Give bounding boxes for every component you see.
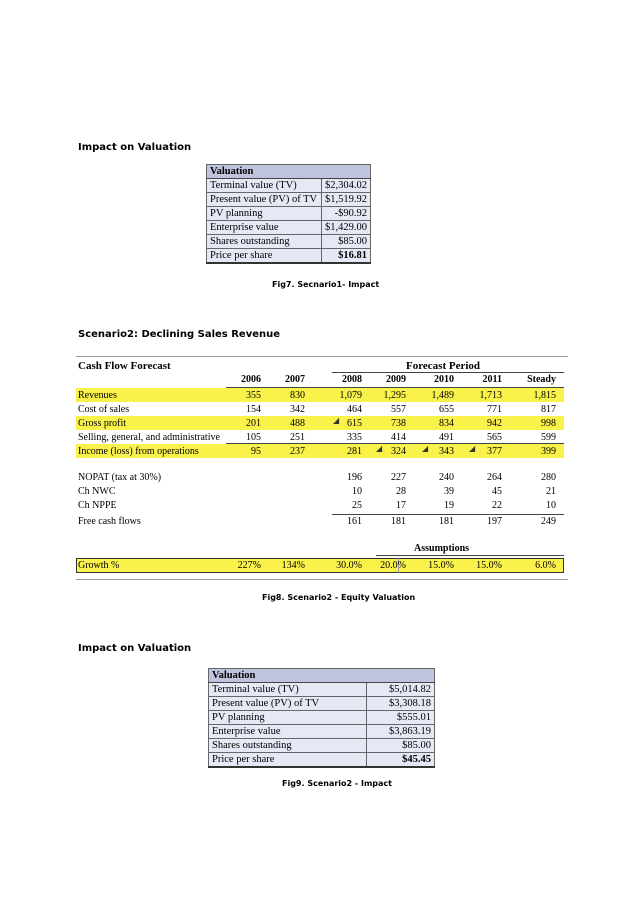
cash-flow-cell: 557	[391, 404, 406, 415]
caption-fig7: Fig7. Secnario1- Impact	[272, 280, 380, 289]
cash-flow-row-label: Free cash flows	[78, 516, 141, 527]
year-2008: 2008	[342, 374, 362, 385]
cash-flow-cell: 834	[439, 418, 454, 429]
cash-flow-title: Cash Flow Forecast	[78, 360, 171, 372]
valuation-value: $16.81	[321, 249, 370, 264]
valuation-table-2	[208, 668, 435, 768]
cash-flow-row-label: NOPAT (tax at 30%)	[78, 472, 162, 483]
cash-flow-cell: 227	[391, 472, 406, 483]
growth-cell: 134%	[281, 560, 305, 571]
cash-flow-cell: 599	[541, 432, 556, 443]
caption-fig9: Fig9. Scenario2 - Impact	[282, 779, 392, 788]
cash-flow-cell: 201	[246, 418, 261, 429]
heading-scenario2: Scenario2: Declining Sales Revenue	[78, 329, 281, 340]
cash-flow-cell: 197	[487, 516, 502, 527]
cash-flow-cell: 237	[290, 446, 305, 457]
cash-flow-cell: 464	[347, 404, 362, 415]
cash-flow-cell: 343	[439, 446, 454, 457]
cash-flow-cell: 249	[541, 516, 556, 527]
cash-flow-cell: 565	[487, 432, 502, 443]
cash-flow-cell: 1,295	[383, 390, 406, 401]
cash-flow-cell: 161	[347, 516, 362, 527]
valuation-label: Present value (PV) of TV	[207, 193, 322, 207]
valuation-label: Shares outstanding	[207, 235, 322, 249]
valuation-value: $85.00	[321, 235, 370, 249]
growth-cell: 6.0%	[535, 560, 556, 571]
valuation-label: Price per share	[207, 249, 322, 264]
valuation-label: Terminal value (TV)	[207, 179, 322, 193]
year-2011: 2011	[482, 374, 502, 385]
cash-flow-cell: 491	[439, 432, 454, 443]
cash-flow-cell: 281	[347, 446, 362, 457]
cash-flow-cell: 17	[396, 500, 406, 511]
cash-flow-cell: 1,815	[533, 390, 556, 401]
cash-flow-row-label: Cost of sales	[78, 404, 130, 415]
valuation-title: Valuation	[207, 165, 371, 179]
sga-rule	[226, 443, 564, 444]
cash-flow-cell: 1,713	[479, 390, 502, 401]
cash-flow-cell: 280	[541, 472, 556, 483]
valuation-table-1	[206, 164, 371, 264]
cash-flow-cell: 22	[492, 500, 502, 511]
valuation-value: $3,308.18	[367, 697, 435, 711]
cash-flow-cell: 196	[347, 472, 362, 483]
cash-flow-cell: 998	[541, 418, 556, 429]
valuation-label: Terminal value (TV)	[209, 683, 367, 697]
cash-flow-row-label: Income (loss) from operations	[78, 446, 199, 457]
growth-label: Growth %	[78, 560, 120, 571]
growth-cell: 227%	[237, 560, 261, 571]
valuation-label: Enterprise value	[209, 725, 367, 739]
valuation-title: Valuation	[209, 669, 435, 683]
valuation-value: $2,304.02	[321, 179, 370, 193]
valuation-value: -$90.92	[321, 207, 370, 221]
cash-flow-cell: 1,489	[431, 390, 454, 401]
cash-flow-cell: 45	[492, 486, 502, 497]
growth-cell: 15.0%	[476, 560, 502, 571]
forecast-rule	[332, 372, 564, 373]
cash-flow-row-label: Ch NWC	[78, 486, 116, 497]
valuation-label: Present value (PV) of TV	[209, 697, 367, 711]
cash-flow-row-label: Selling, general, and administrative	[78, 432, 220, 443]
caption-fig8: Fig8. Scenario2 - Equity Valuation	[262, 593, 416, 602]
cash-flow-cell: 240	[439, 472, 454, 483]
cash-flow-cell: 28	[396, 486, 406, 497]
cash-flow-cell: 942	[487, 418, 502, 429]
cash-flow-row-label: Revenues	[78, 390, 117, 401]
cash-flow-cell: 324	[391, 446, 406, 457]
growth-cell: 30.0%	[336, 560, 362, 571]
error-indicator-icon: ◢	[422, 444, 429, 453]
heading-impact-on-valuation-2: Impact on Valuation	[78, 643, 192, 654]
cash-flow-cell: 105	[246, 432, 261, 443]
cash-flow-cell: 355	[246, 390, 261, 401]
cash-flow-cell: 335	[347, 432, 362, 443]
assumptions-label: Assumptions	[414, 543, 470, 554]
valuation-value: $1,519.92	[321, 193, 370, 207]
cash-flow-cell: 1,079	[339, 390, 362, 401]
valuation-label: Shares outstanding	[209, 739, 367, 753]
growth-cell: 20.0%	[380, 560, 406, 571]
cash-flow-cell: 414	[391, 432, 406, 443]
cash-flow-cell: 181	[391, 516, 406, 527]
valuation-label: PV planning	[209, 711, 367, 725]
cash-flow-cell: 771	[487, 404, 502, 415]
heading-impact-on-valuation-1: Impact on Valuation	[78, 142, 192, 153]
cash-flow-row-label: Ch NPPE	[78, 500, 117, 511]
error-indicator-icon: ◢	[333, 416, 340, 425]
error-indicator-icon: ◢	[469, 444, 476, 453]
year-2007: 2007	[285, 374, 305, 385]
cash-flow-cell: 655	[439, 404, 454, 415]
cash-flow-cell: 817	[541, 404, 556, 415]
error-indicator-icon: ◢	[376, 444, 383, 453]
valuation-value: $3,863.19	[367, 725, 435, 739]
cash-flow-cell: 377	[487, 446, 502, 457]
valuation-value: $1,429.00	[321, 221, 370, 235]
cash-flow-row-label: Gross profit	[78, 418, 127, 429]
valuation-value: $555.01	[367, 711, 435, 725]
year-2010: 2010	[434, 374, 454, 385]
growth-cell: 15.0%	[428, 560, 454, 571]
cash-flow-cell: 10	[352, 486, 362, 497]
forecast-period-label: Forecast Period	[406, 360, 481, 372]
cash-flow-cell: 19	[444, 500, 454, 511]
valuation-value: $5,014.82	[367, 683, 435, 697]
cash-flow-cell: 21	[546, 486, 556, 497]
year-steady: Steady	[527, 374, 556, 385]
cash-flow-cell: 25	[352, 500, 362, 511]
valuation-value: $45.45	[367, 753, 435, 768]
cash-flow-cell: 39	[444, 486, 454, 497]
cash-flow-cell: 154	[246, 404, 261, 415]
cash-flow-cell: 399	[541, 446, 556, 457]
year-2006: 2006	[241, 374, 261, 385]
cash-flow-cell: 488	[290, 418, 305, 429]
cash-flow-forecast-table	[76, 356, 568, 580]
valuation-label: Enterprise value	[207, 221, 322, 235]
cash-flow-cell: 95	[251, 446, 261, 457]
cash-flow-cell: 830	[290, 390, 305, 401]
valuation-value: $85.00	[367, 739, 435, 753]
year-2009: 2009	[386, 374, 406, 385]
cash-flow-cell: 264	[487, 472, 502, 483]
cash-flow-cell: 738	[391, 418, 406, 429]
cash-flow-cell: 181	[439, 516, 454, 527]
assumptions-rule	[376, 555, 564, 556]
header-rule	[226, 387, 564, 388]
cash-flow-cell: 342	[290, 404, 305, 415]
valuation-label: Price per share	[209, 753, 367, 768]
cash-flow-cell: 10	[546, 500, 556, 511]
npe-rule	[332, 514, 564, 515]
cash-flow-cell: 615	[347, 418, 362, 429]
valuation-label: PV planning	[207, 207, 322, 221]
cash-flow-cell: 251	[290, 432, 305, 443]
